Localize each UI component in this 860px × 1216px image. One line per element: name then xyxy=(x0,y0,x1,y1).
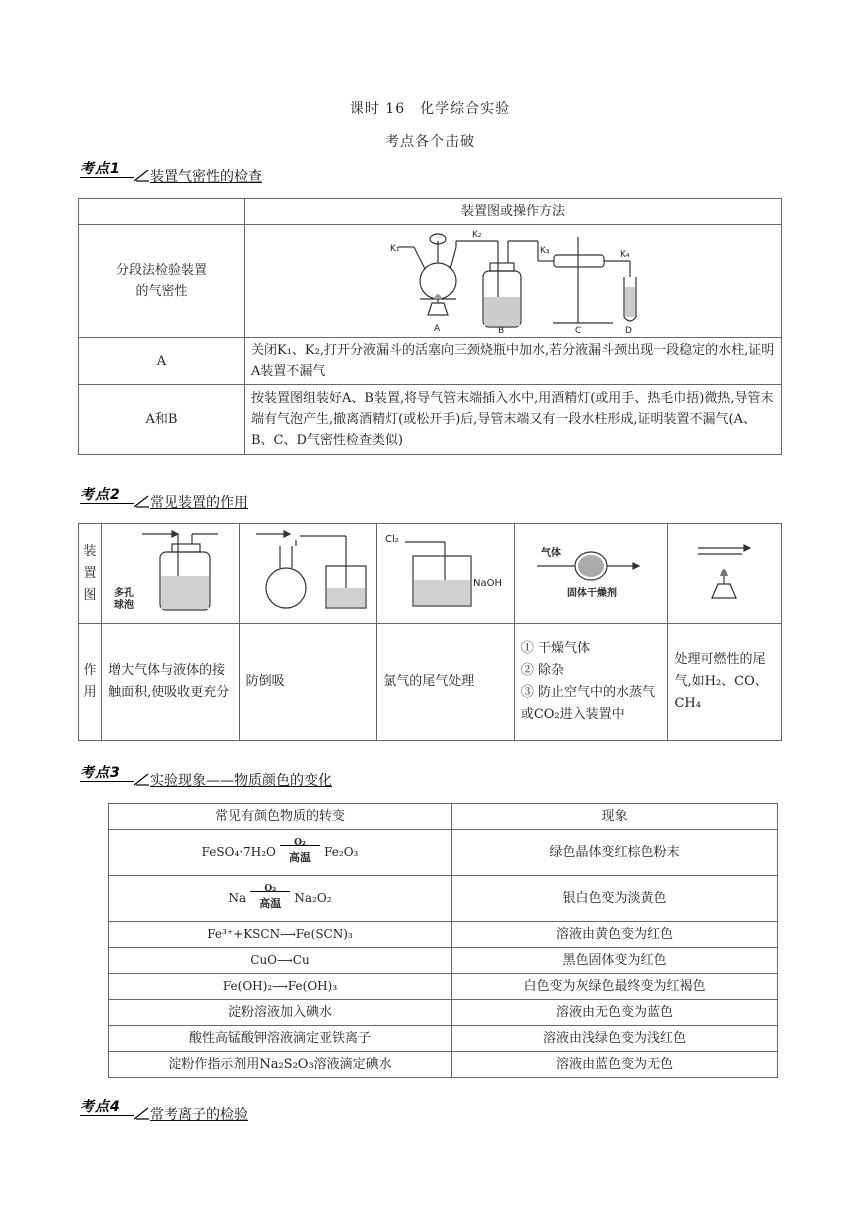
k4-label: K₄ xyxy=(620,250,630,260)
arrow-icon xyxy=(134,1106,150,1120)
column-header: 常见有颜色物质的转变 xyxy=(109,804,452,830)
use-item: ② 除杂 xyxy=(520,663,564,678)
section-header-2 xyxy=(80,484,480,510)
arrow-icon: ⟶ xyxy=(272,980,288,993)
section-tag: 考点1 xyxy=(80,161,121,177)
section-tag: 考点4 xyxy=(80,1099,121,1115)
color-change-table xyxy=(108,803,778,1078)
row-label-a: A xyxy=(79,338,245,385)
burner-diagram xyxy=(674,526,774,614)
naoh-label: NaOH xyxy=(473,578,503,589)
figure-gas-washing-bottle xyxy=(102,524,240,624)
figure-drying-tube xyxy=(514,524,668,624)
row-text-a: 关闭K₁、K₂,打开分液漏斗的活塞向三颈烧瓶中加水,若分液漏斗颈出现一段稳定的水柱,证明A装置不漏气 xyxy=(245,338,782,385)
reaction-cell: Na O₂ 高温 Na₂O₂ xyxy=(109,876,452,922)
row-text-ab: 按装置图组装好A、B装置,将导气管末端插入水中,用酒精灯(或用手、热毛巾捂)微热,导管末端有气泡产生,撤离酒精灯(或松开手)后,导管末端又有一段水柱形成,证明装置不漏气(A、B、C、D气密性检查类似) xyxy=(245,385,782,455)
use-text: 处理可燃性的尾气,如H₂、CO、CH₄ xyxy=(668,624,782,741)
phenomenon-cell: 溶液由无色变为蓝色 xyxy=(452,1000,778,1026)
divider xyxy=(80,1115,134,1116)
figure-anti-suckback xyxy=(239,524,377,624)
use-list xyxy=(514,624,668,741)
k3-label: K₃ xyxy=(540,246,550,256)
use-text: 增大气体与液体的接触面积,使吸收更充分 xyxy=(102,624,240,741)
phenomenon-cell: 黑色固体变为红色 xyxy=(452,948,778,974)
reaction-cell: Fe³⁺+KSCN⟶Fe(SCN)₃ xyxy=(109,922,452,948)
reaction-cell: 酸性高锰酸钾溶液滴定亚铁离子 xyxy=(109,1026,452,1052)
reaction-cell: 淀粉溶液加入碘水 xyxy=(109,1000,452,1026)
drying-agent-label: 固体干燥剂 xyxy=(566,588,617,599)
apparatus-diagram xyxy=(368,227,658,335)
phenomenon-cell: 白色变为灰绿色最终变为红褐色 xyxy=(452,974,778,1000)
row-label-ab: A和B xyxy=(79,385,245,455)
section-title: 实验现象——物质颜色的变化 xyxy=(150,773,332,789)
use-text: 防倒吸 xyxy=(239,624,377,741)
arrow-icon: ⟶ xyxy=(280,928,296,941)
airtightness-table xyxy=(78,198,782,455)
table-header: 装置图或操作方法 xyxy=(245,199,782,225)
apparatus-figure-cell xyxy=(245,225,782,338)
phenomenon-cell: 溶液由黄色变为红色 xyxy=(452,922,778,948)
phenomenon-cell: 绿色晶体变红棕色粉末 xyxy=(452,830,778,876)
page-title: 课时 16 化学综合实验 xyxy=(349,101,511,117)
section-header-4 xyxy=(80,1096,480,1122)
phenomenon-cell: 溶液由浅绿色变为浅红色 xyxy=(452,1026,778,1052)
b-label: B xyxy=(498,326,505,335)
divider xyxy=(80,177,134,178)
arrow-icon xyxy=(134,772,150,786)
reaction-cell: Fe(OH)₂⟶Fe(OH)₃ xyxy=(109,974,452,1000)
divider xyxy=(80,503,134,504)
k1-label: K₁ xyxy=(390,244,400,254)
use-item: ① 干燥气体 xyxy=(520,641,590,656)
d-label: D xyxy=(625,326,632,335)
use-text: 氯气的尾气处理 xyxy=(377,624,515,741)
arrow-icon: ⟶ xyxy=(277,954,293,967)
reaction-arrow: O₂ 高温 xyxy=(250,891,290,907)
figure-chlorine-absorption xyxy=(377,524,515,624)
section-title: 常见装置的作用 xyxy=(150,495,248,511)
gas-label: 气体 xyxy=(540,548,561,559)
c-label: C xyxy=(575,326,582,335)
a-label: A xyxy=(434,324,441,334)
section-tag: 考点2 xyxy=(80,487,121,503)
porous-bulb-label: 多孔 xyxy=(114,588,135,599)
drying-tube-diagram xyxy=(521,526,661,614)
porous-bulb-label: 球泡 xyxy=(114,600,135,611)
section-title: 装置气密性的检查 xyxy=(150,169,262,185)
row-label: 作用 xyxy=(79,624,102,741)
arrow-icon xyxy=(134,494,150,508)
row-label: 装置图 xyxy=(79,524,102,624)
anti-suckback-diagram xyxy=(246,526,370,614)
reaction-cell: CuO⟶Cu xyxy=(109,948,452,974)
divider xyxy=(80,781,134,782)
column-header: 现象 xyxy=(452,804,778,830)
section-tag: 考点3 xyxy=(80,765,121,781)
arrow-icon xyxy=(134,168,150,182)
gas-washing-bottle-diagram xyxy=(108,526,232,614)
reaction-arrow: O₂ 高温 xyxy=(280,845,320,861)
page-subtitle: 考点各个击破 xyxy=(385,134,475,150)
phenomenon-cell: 银白色变为淡黄色 xyxy=(452,876,778,922)
reaction-cell: FeSO₄·7H₂O O₂ 高温 Fe₂O₃ xyxy=(109,830,452,876)
use-item: ③ 防止空气中的水蒸气或CO₂进入装置中 xyxy=(520,685,655,722)
k2-label: K₂ xyxy=(472,230,482,240)
section-header-3 xyxy=(80,762,480,788)
section-title: 常考离子的检验 xyxy=(150,1107,248,1123)
row-label: 分段法检验装置的气密性 xyxy=(79,225,245,338)
table-cell-empty xyxy=(79,199,245,225)
cl2-label: Cl₂ xyxy=(385,534,400,545)
apparatus-function-table xyxy=(78,523,782,741)
section-header-1 xyxy=(80,158,480,184)
figure-burner xyxy=(668,524,782,624)
reaction-cell: 淀粉作指示剂用Na₂S₂O₃溶液滴定碘水 xyxy=(109,1052,452,1078)
chlorine-absorption-diagram xyxy=(383,526,507,614)
phenomenon-cell: 溶液由蓝色变为无色 xyxy=(452,1052,778,1078)
